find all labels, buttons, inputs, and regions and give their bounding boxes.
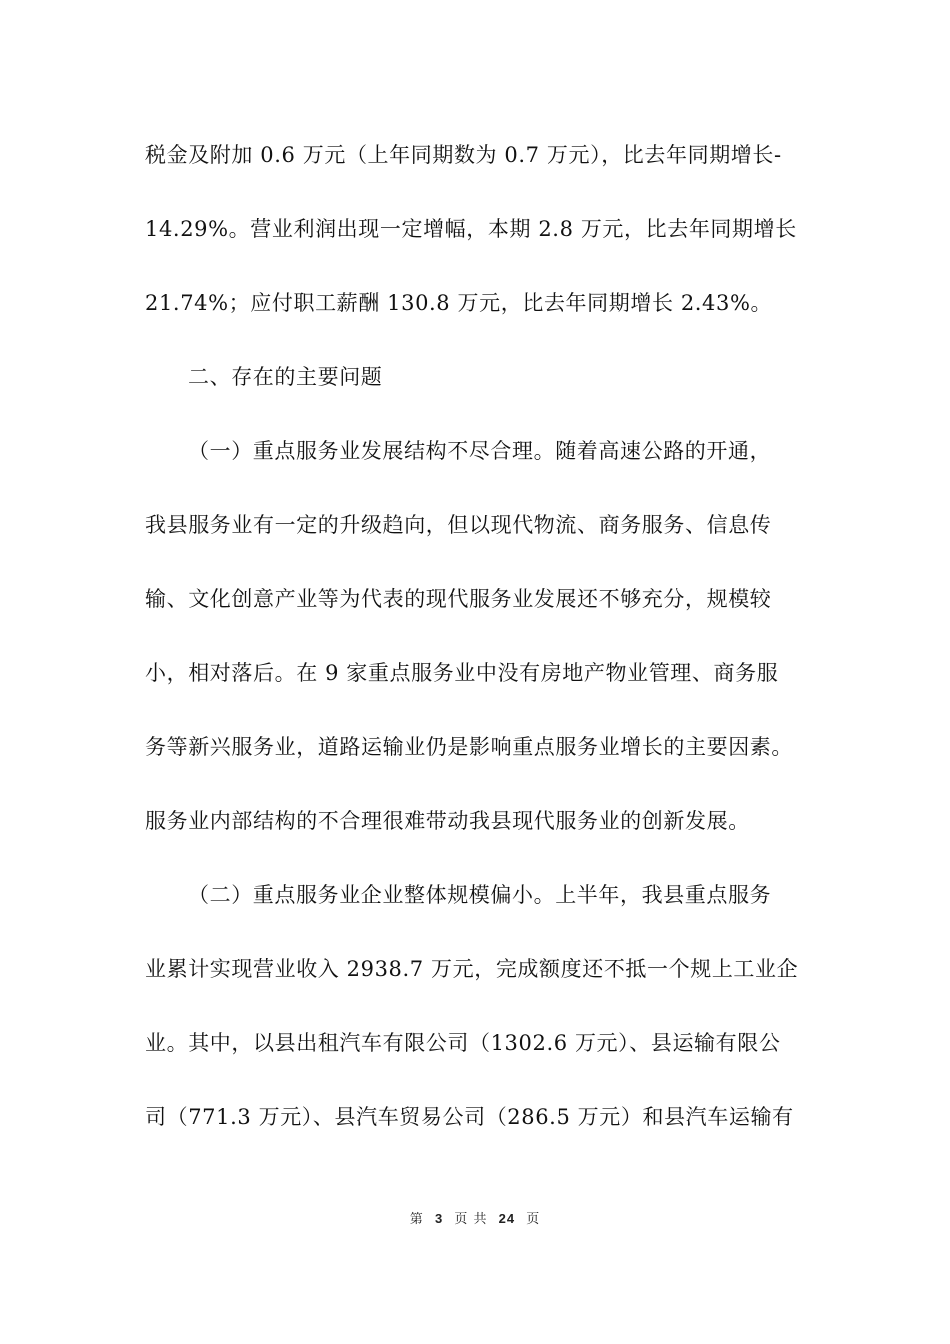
footer-current-page: 3 — [434, 1211, 444, 1226]
body-line-1: 税金及附加 0.6 万元（上年同期数为 0.7 万元），比去年同期增长- — [145, 143, 782, 167]
body-line-6: 我县服务业有一定的升级趋向，但以现代物流、商务服务、信息传 — [145, 513, 772, 537]
body-line-9: 务等新兴服务业，道路运输业仍是影响重点服务业增长的主要因素。 — [145, 735, 793, 759]
footer-total-pages: 24 — [498, 1211, 516, 1226]
footer-prefix: 第 — [409, 1212, 424, 1227]
section-heading: 二、存在的主要问题 — [188, 365, 383, 389]
footer-middle: 页 共 — [454, 1212, 488, 1227]
footer-suffix: 页 — [526, 1212, 541, 1227]
body-line-2: 14.29%。营业利润出现一定增幅，本期 2.8 万元，比去年同期增长 — [145, 217, 797, 241]
body-line-8: 小，相对落后。在 9 家重点服务业中没有房地产物业管理、商务服 — [145, 661, 779, 685]
body-line-5: （一）重点服务业发展结构不尽合理。随着高速公路的开通， — [188, 439, 772, 463]
body-line-3: 21.74%；应付职工薪酬 130.8 万元，比去年同期增长 2.43%。 — [145, 291, 773, 315]
body-line-12: 业累计实现营业收入 2938.7 万元，完成额度还不抵一个规上工业企 — [145, 957, 799, 981]
body-line-7: 输、文化创意产业等为代表的现代服务业发展还不够充分，规模较 — [145, 587, 772, 611]
body-line-10: 服务业内部结构的不合理很难带动我县现代服务业的创新发展。 — [145, 809, 750, 833]
body-line-11: （二）重点服务业企业整体规模偏小。上半年，我县重点服务 — [188, 883, 772, 907]
body-line-14: 司（771.3 万元）、县汽车贸易公司（286.5 万元）和县汽车运输有 — [145, 1105, 794, 1129]
body-line-13: 业。其中，以县出租汽车有限公司（1302.6 万元）、县运输有限公 — [145, 1031, 781, 1055]
page-footer — [0, 1210, 950, 1229]
